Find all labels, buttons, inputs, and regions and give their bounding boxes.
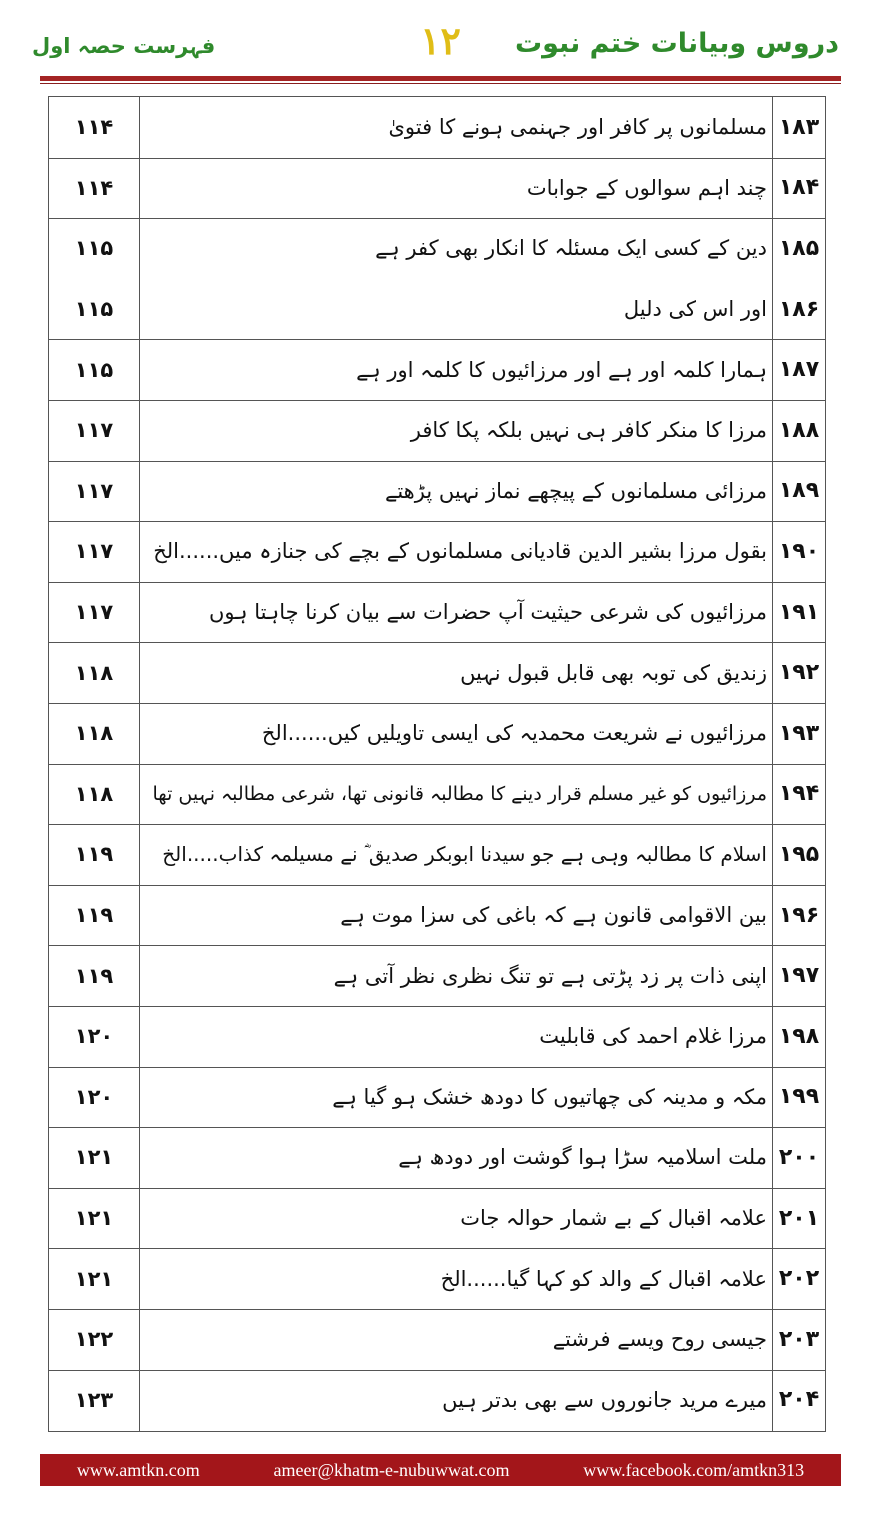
toc-entry-page: ۱۱۵ bbox=[74, 357, 114, 382]
toc-entry-number: ۱۹۲ bbox=[778, 660, 820, 686]
toc-row[interactable] bbox=[49, 703, 825, 765]
toc-entry-number: ۱۸۴ bbox=[778, 175, 820, 201]
toc-entry-number: ۱۹۸ bbox=[778, 1023, 820, 1049]
toc-row[interactable] bbox=[49, 461, 825, 523]
toc-entry-title[interactable]: مرزائیوں نے شریعت محمدیہ کی ایسی تاویلیں کیں......الخ bbox=[261, 721, 767, 746]
toc-entry-page: ۱۱۷ bbox=[74, 539, 114, 564]
toc-entry-page: ۱۱۷ bbox=[74, 600, 114, 625]
toc-entry-page: ۱۱۹ bbox=[74, 842, 114, 867]
toc-entry-page: ۱۱۵ bbox=[74, 297, 114, 322]
toc-entry-page: ۱۱۵ bbox=[74, 236, 114, 261]
footer-bar bbox=[40, 1454, 841, 1486]
toc-entry-title[interactable]: بقول مرزا بشیر الدین قادیانی مسلمانوں کے بچے کی جنازہ میں......الخ bbox=[153, 539, 767, 564]
toc-entry-title[interactable]: دین کے کسی ایک مسئلہ کا انکار بھی کفر ہے bbox=[375, 236, 767, 261]
toc-entry-title[interactable]: مرزائیوں کی شرعی حیثیت آپ حضرات سے بیان کرنا چاہتا ہوں bbox=[208, 600, 767, 625]
toc-entry-number: ۲۰۲ bbox=[778, 1266, 820, 1292]
toc-row[interactable] bbox=[49, 764, 825, 826]
toc-entry-page: ۱۱۸ bbox=[74, 721, 114, 746]
toc-row[interactable] bbox=[49, 400, 825, 462]
toc-entry-number: ۱۸۸ bbox=[778, 417, 820, 443]
page-header bbox=[0, 0, 881, 82]
toc-entry-number: ۱۹۳ bbox=[778, 720, 820, 746]
toc-entry-page: ۱۲۱ bbox=[74, 1206, 114, 1231]
toc-entry-title[interactable]: علامہ اقبال کے والد کو کہا گیا......الخ bbox=[440, 1266, 767, 1291]
toc-row[interactable] bbox=[49, 945, 825, 1007]
toc-row[interactable] bbox=[49, 1248, 825, 1310]
toc-entry-title[interactable]: اسلام کا مطالبہ وہی ہے جو سیدنا ابوبکر صدیق ؓ نے مسیلمہ کذاب.....الخ bbox=[162, 842, 767, 867]
toc-row[interactable] bbox=[49, 279, 825, 341]
toc-row[interactable] bbox=[49, 824, 825, 886]
toc-entry-number: ۲۰۰ bbox=[778, 1144, 820, 1170]
toc-entry-page: ۱۱۷ bbox=[74, 418, 114, 443]
header-divider bbox=[40, 76, 841, 81]
toc-entry-page: ۱۱۷ bbox=[74, 478, 114, 503]
toc-entry-title[interactable]: جیسی روح ویسے فرشتے bbox=[552, 1327, 767, 1352]
toc-entry-number: ۱۸۷ bbox=[778, 357, 820, 383]
toc-entry-title[interactable]: مسلمانوں پر کافر اور جہنمی ہونے کا فتویٰ bbox=[388, 115, 767, 140]
toc-entry-number: ۱۹۶ bbox=[778, 902, 820, 928]
toc-entry-number: ۱۹۷ bbox=[778, 963, 820, 989]
toc-entry-number: ۱۹۴ bbox=[778, 781, 820, 807]
toc-entry-title[interactable]: اور اس کی دلیل bbox=[623, 297, 767, 322]
toc-row[interactable] bbox=[49, 885, 825, 947]
toc-row[interactable] bbox=[49, 218, 825, 279]
toc-entry-title[interactable]: چند اہم سوالوں کے جوابات bbox=[526, 175, 767, 200]
toc-row[interactable] bbox=[49, 339, 825, 401]
toc-entry-number: ۲۰۱ bbox=[778, 1205, 820, 1231]
toc-entry-page: ۱۲۱ bbox=[74, 1145, 114, 1170]
toc-row[interactable] bbox=[49, 1127, 825, 1189]
table-of-contents bbox=[48, 96, 826, 1432]
toc-entry-page: ۱۲۰ bbox=[74, 1024, 114, 1049]
toc-entry-number: ۲۰۴ bbox=[778, 1387, 820, 1413]
toc-entry-page: ۱۲۱ bbox=[74, 1266, 114, 1291]
toc-row[interactable] bbox=[49, 158, 825, 220]
toc-row[interactable] bbox=[49, 1006, 825, 1068]
section-title: فہرست حصہ اول bbox=[32, 34, 216, 58]
toc-entry-number: ۱۹۹ bbox=[778, 1084, 820, 1110]
toc-row[interactable] bbox=[49, 582, 825, 644]
toc-row[interactable] bbox=[49, 1188, 825, 1250]
toc-entry-title[interactable]: اپنی ذات پر زد پڑتی ہے تو تنگ نظری نظر آتی ہے bbox=[333, 963, 767, 988]
toc-entry-number: ۱۸۳ bbox=[778, 114, 820, 140]
toc-entry-title[interactable]: مکہ و مدینہ کی چھاتیوں کا دودھ خشک ہو گیا ہے bbox=[332, 1084, 767, 1109]
toc-entry-page: ۱۱۴ bbox=[74, 115, 114, 140]
page-number: ۱۲ bbox=[420, 18, 461, 63]
header-divider-thin bbox=[40, 83, 841, 84]
toc-entry-page: ۱۱۹ bbox=[74, 903, 114, 928]
toc-entry-page: ۱۱۴ bbox=[74, 175, 114, 200]
toc-row[interactable] bbox=[49, 1309, 825, 1371]
toc-entry-number: ۱۸۵ bbox=[778, 235, 820, 261]
book-title: دروس وبیانات ختم نبوت bbox=[515, 28, 839, 59]
toc-entry-page: ۱۲۳ bbox=[74, 1387, 114, 1412]
toc-row[interactable] bbox=[49, 642, 825, 704]
toc-entry-title[interactable]: بین الاقوامی قانون ہے کہ باغی کی سزا موت ہے bbox=[340, 903, 767, 928]
toc-entry-number: ۱۸۶ bbox=[778, 296, 820, 322]
footer-website-link[interactable]: www.amtkn.com bbox=[76, 1459, 200, 1480]
toc-entry-page: ۱۱۸ bbox=[74, 781, 114, 806]
toc-entry-number: ۱۹۰ bbox=[778, 538, 820, 564]
toc-entry-number: ۱۸۹ bbox=[778, 478, 820, 504]
toc-entry-title[interactable]: علامہ اقبال کے بے شمار حوالہ جات bbox=[460, 1206, 767, 1231]
toc-entry-number: ۱۹۵ bbox=[778, 841, 820, 867]
toc-row[interactable] bbox=[49, 521, 825, 583]
toc-row[interactable] bbox=[49, 1067, 825, 1129]
toc-entry-title[interactable]: مرزا غلام احمد کی قابلیت bbox=[539, 1024, 767, 1049]
toc-entry-title[interactable]: میرے مرید جانوروں سے بھی بدتر ہیں bbox=[442, 1387, 767, 1412]
toc-entry-page: ۱۱۸ bbox=[74, 660, 114, 685]
toc-entry-number: ۲۰۳ bbox=[778, 1326, 820, 1352]
footer-email-link[interactable]: ameer@khatm-e-nubuwwat.com bbox=[273, 1459, 510, 1480]
toc-entry-title[interactable]: ملت اسلامیہ سڑا ہوا گوشت اور دودھ ہے bbox=[398, 1145, 767, 1170]
toc-entry-title[interactable]: ہمارا کلمہ اور ہے اور مرزائیوں کا کلمہ اور ہے bbox=[356, 357, 767, 382]
toc-entry-title[interactable]: مرزائی مسلمانوں کے پیچھے نماز نہیں پڑھتے bbox=[385, 478, 767, 503]
footer-facebook-link[interactable]: www.facebook.com/amtkn313 bbox=[583, 1459, 805, 1480]
toc-entry-number: ۱۹۱ bbox=[778, 599, 820, 625]
toc-entry-title[interactable]: زندیق کی توبہ بھی قابل قبول نہیں bbox=[460, 660, 767, 685]
toc-entry-page: ۱۱۹ bbox=[74, 963, 114, 988]
toc-entry-title[interactable]: مرزائیوں کو غیر مسلم قرار دینے کا مطالبہ قانونی تھا، شرعی مطالبہ نہیں تھا bbox=[152, 782, 767, 805]
toc-row[interactable] bbox=[49, 97, 825, 159]
toc-row[interactable] bbox=[49, 1370, 825, 1431]
toc-entry-page: ۱۲۰ bbox=[74, 1084, 114, 1109]
toc-entry-page: ۱۲۲ bbox=[74, 1327, 114, 1352]
toc-entry-title[interactable]: مرزا کا منکر کافر ہی نہیں بلکہ پکا کافر bbox=[410, 418, 767, 443]
